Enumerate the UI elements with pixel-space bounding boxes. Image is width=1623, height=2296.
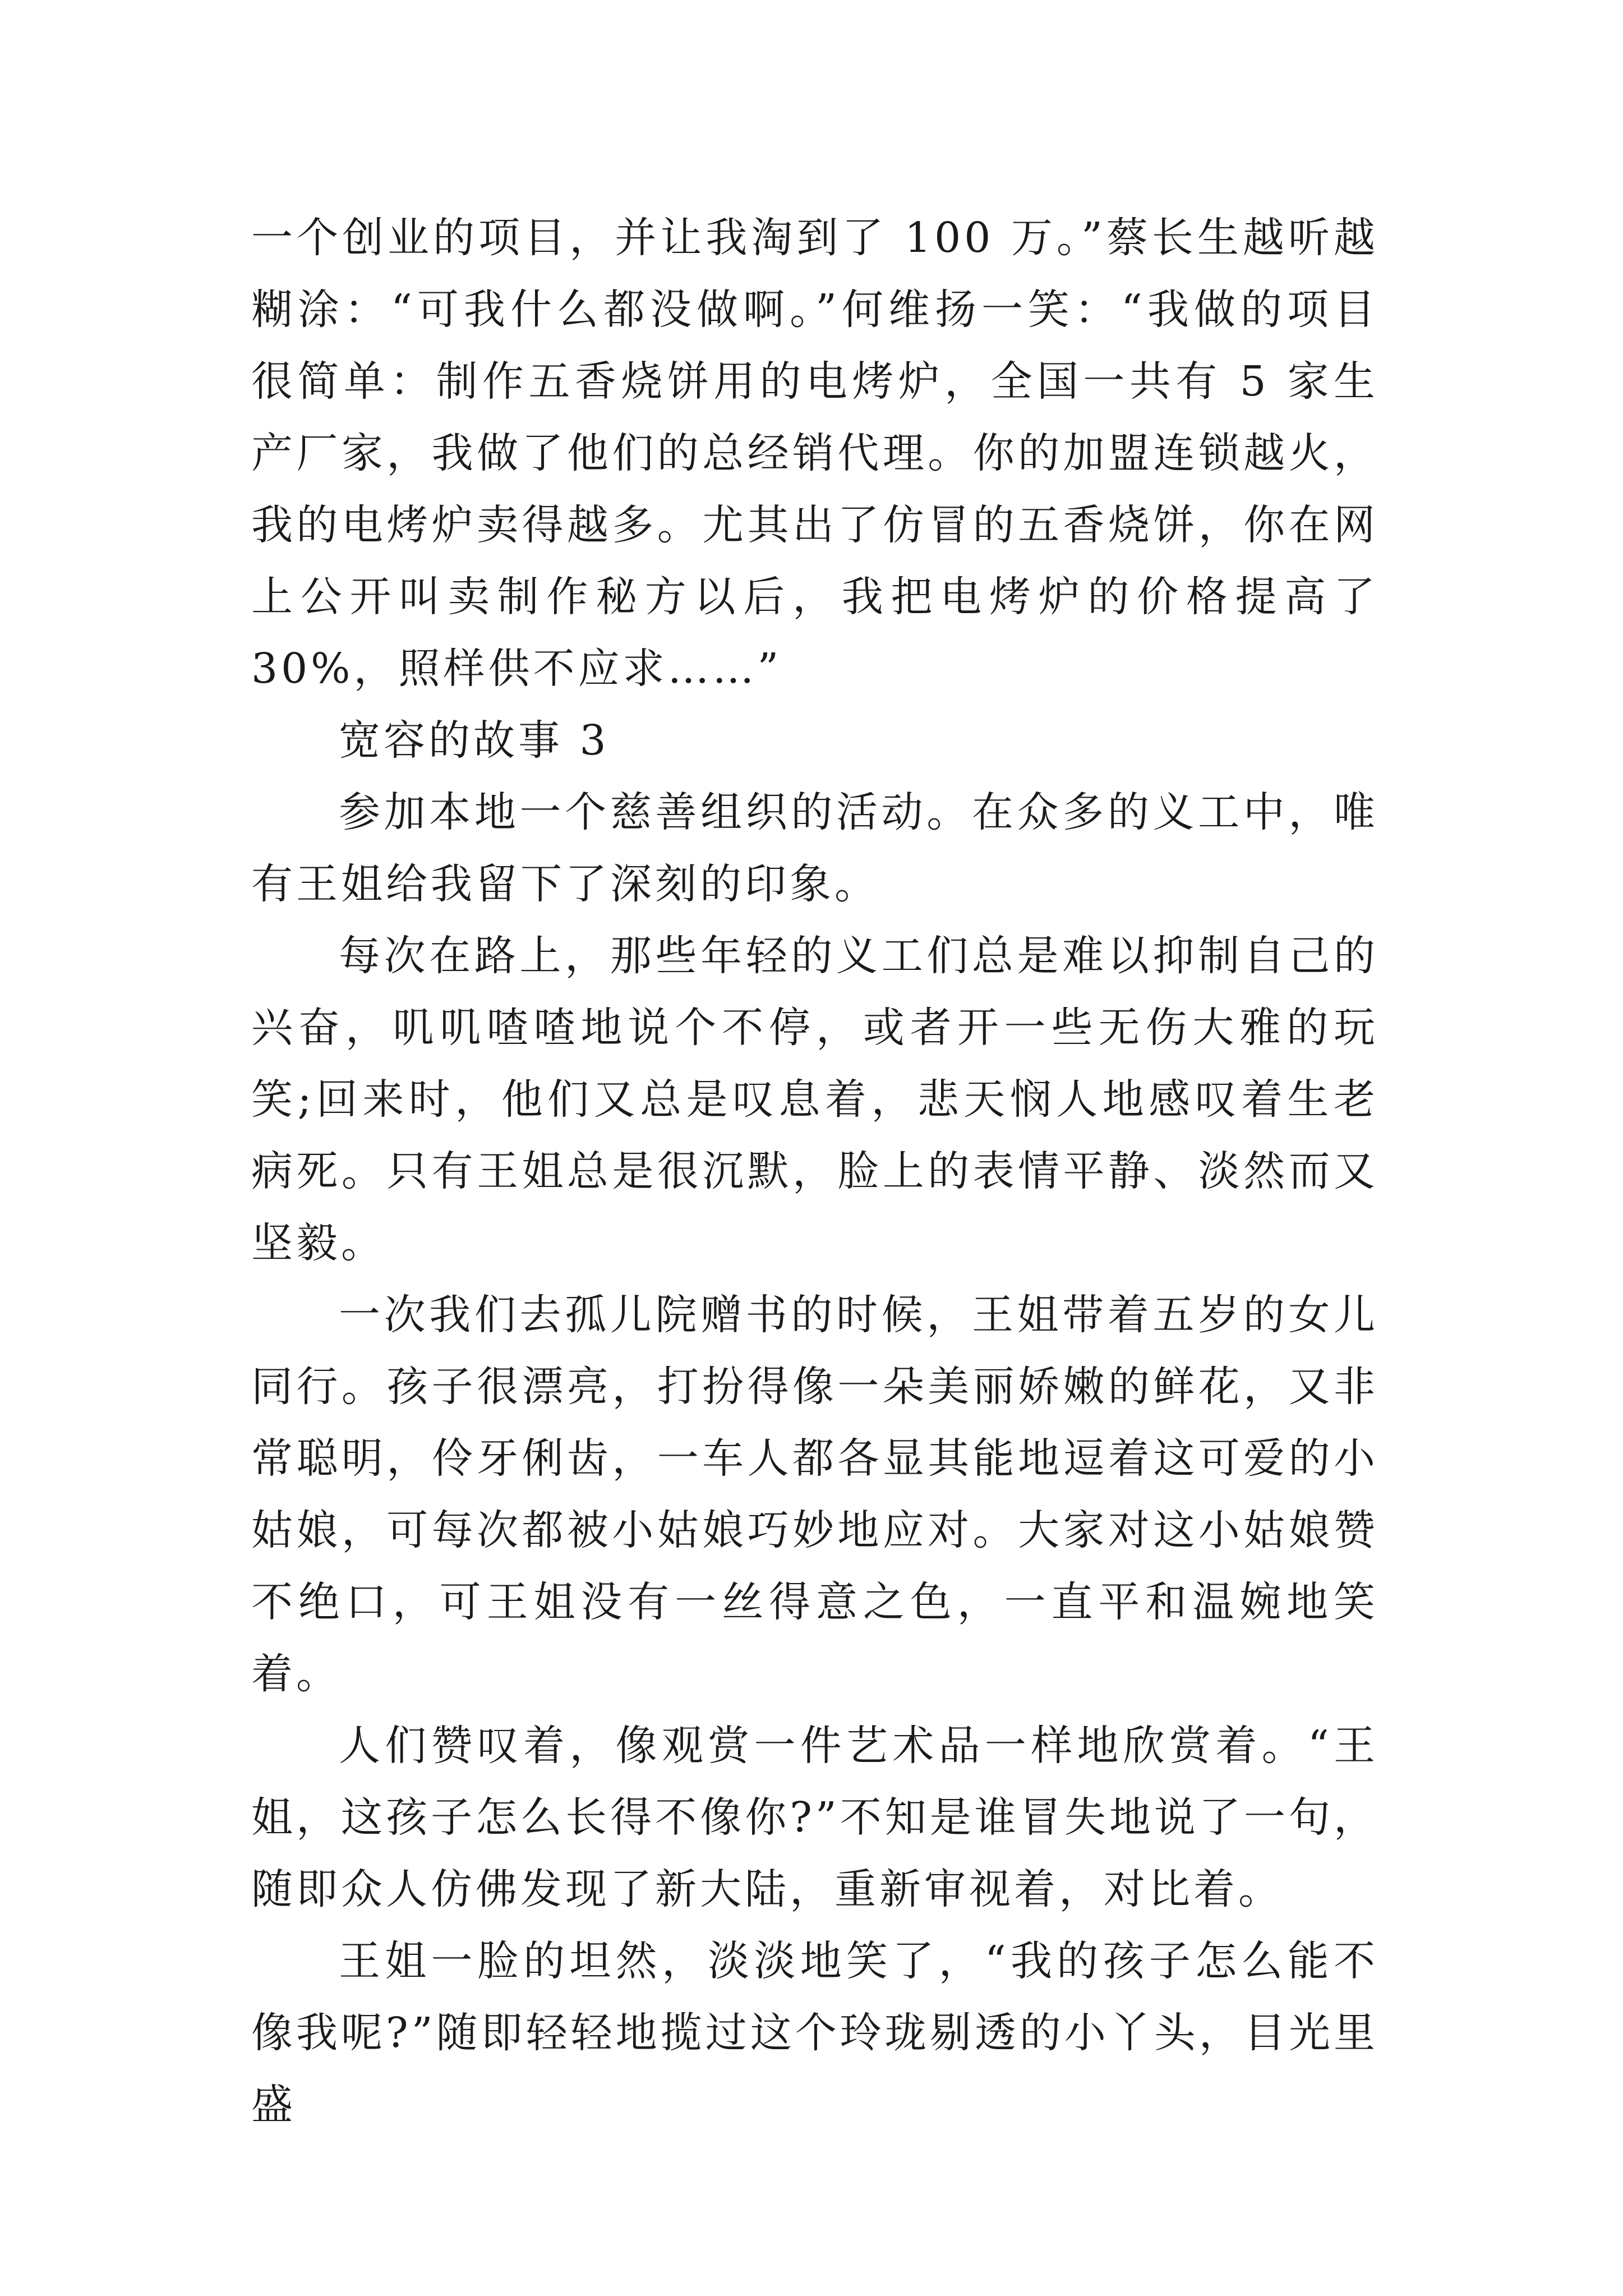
section-heading: 宽容的故事 3 xyxy=(339,716,610,765)
paragraph: 参加本地一个慈善组织的活动。在众多的义工中，唯有王姐给我留下了深刻的印象。 xyxy=(251,788,1378,908)
paragraph: 人们赞叹着，像观赏一件艺术品一样地欣赏着。“王姐，这孩子怎么长得不像你?”不知是谁冒失地说了一句，随即众人仿佛发现了新大陆，重新审视着，对比着。 xyxy=(251,1722,1378,1913)
paragraph: 一个创业的项目，并让我淘到了 100 万。”蔡长生越听越糊涂：“可我什么都没做啊。”何维扬一笑：“我做的项目很简单：制作五香烧饼用的电烤炉，全国一共有 5 家生产厂家，我做了他们的总经销代理。你的加盟连锁越火，我的电烤炉卖得越多。尤其出了仿冒的五香烧饼，你在网上公开叫卖制作秘方以后，我把电烤炉的价格提高了 30%，照样供不应求……” xyxy=(251,214,1378,693)
document-body xyxy=(251,202,1378,2141)
paragraph: 王姐一脸的坦然，淡淡地笑了，“我的孩子怎么能不像我呢?”随即轻轻地揽过这个玲珑剔透的小丫头，目光里盛 xyxy=(251,1937,1378,2129)
paragraph: 每次在路上，那些年轻的义工们总是难以抑制自己的兴奋，叽叽喳喳地说个不停，或者开一些无伤大雅的玩笑;回来时，他们又总是叹息着，悲天悯人地感叹着生老病死。只有王姐总是很沉默，脸上的表情平静、淡然而又坚毅。 xyxy=(251,932,1378,1267)
paragraph: 一次我们去孤儿院赠书的时候，王姐带着五岁的女儿同行。孩子很漂亮，打扮得像一朵美丽娇嫩的鲜花，又非常聪明，伶牙俐齿，一车人都各显其能地逗着这可爱的小姑娘，可每次都被小姑娘巧妙地应对。大家对这小姑娘赞不绝口，可王姐没有一丝得意之色，一直平和温婉地笑着。 xyxy=(251,1291,1378,1698)
